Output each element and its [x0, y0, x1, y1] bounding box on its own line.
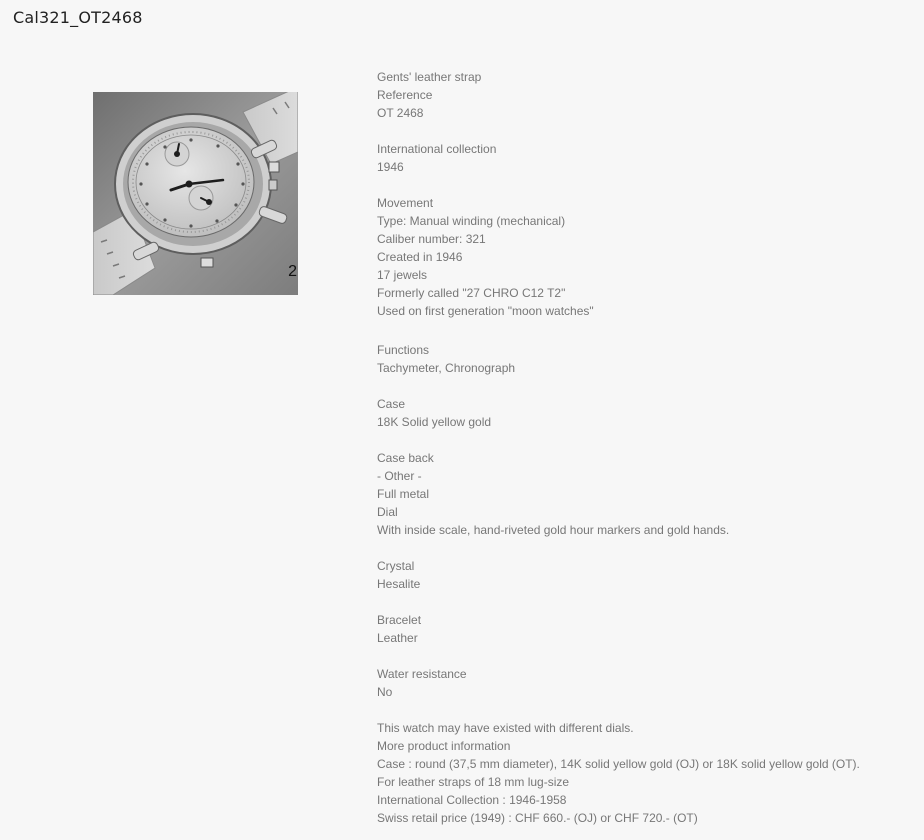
dial-variants-note: This watch may have existed with different dials.: [377, 721, 634, 735]
movement-created: Created in 1946: [377, 250, 463, 264]
movement-section: [377, 194, 917, 320]
collection-section: [377, 140, 917, 176]
product-details: [377, 68, 917, 827]
case-label: Case: [377, 397, 406, 411]
watch-illustration: [93, 92, 298, 295]
dial-value: With inside scale, hand-riveted gold hour markers and gold hands.: [377, 523, 730, 537]
retail-price-info: Swiss retail price (1949) : CHF 660.- (OJ) or CHF 720.- (OT): [377, 811, 698, 825]
functions-value: Tachymeter, Chronograph: [377, 361, 516, 375]
functions-label: Functions: [377, 343, 430, 357]
functions-section: [377, 341, 917, 377]
case-value: 18K Solid yellow gold: [377, 415, 492, 429]
crystal-section: [377, 557, 917, 593]
movement-type: Type: Manual winding (mechanical): [377, 214, 566, 228]
more-info-section: [377, 719, 917, 827]
bracelet-section: [377, 611, 917, 647]
case-back-material: Full metal: [377, 487, 430, 501]
case-back-value: - Other -: [377, 469, 422, 483]
more-product-info-label: More product information: [377, 739, 511, 753]
case-back-dial-section: [377, 449, 917, 539]
watch-photo[interactable]: [93, 92, 298, 295]
water-resistance-section: [377, 665, 917, 701]
crystal-value: Hesalite: [377, 577, 421, 591]
photo-index-label: 2: [288, 263, 297, 280]
movement-former-name: Formerly called "27 CHRO C12 T2": [377, 286, 566, 300]
reference-value: OT 2468: [377, 106, 424, 120]
movement-usage: Used on first generation "moon watches": [377, 304, 594, 318]
dial-label: Dial: [377, 505, 398, 519]
crystal-label: Crystal: [377, 559, 415, 573]
movement-label: Movement: [377, 196, 434, 210]
caliber-number: Caliber number: 321: [377, 232, 486, 246]
movement-jewels: 17 jewels: [377, 268, 428, 282]
intro-section: [377, 68, 917, 122]
reference-label: Reference: [377, 88, 433, 102]
water-resistance-value: No: [377, 685, 393, 699]
bracelet-label: Bracelet: [377, 613, 422, 627]
page-title: Cal321_OT2468: [13, 8, 143, 27]
strap-size-info: For leather straps of 18 mm lug-size: [377, 775, 570, 789]
strap-type-text: Gents' leather strap: [377, 70, 482, 84]
case-size-info: Case : round (37,5 mm diameter), 14K solid yellow gold (OJ) or 18K solid yellow gold (OT).: [377, 757, 860, 771]
water-resistance-label: Water resistance: [377, 667, 467, 681]
case-section: [377, 395, 917, 431]
collection-label: International collection: [377, 142, 497, 156]
bracelet-value: Leather: [377, 631, 418, 645]
collection-period-info: International Collection : 1946-1958: [377, 793, 567, 807]
case-back-label: Case back: [377, 451, 434, 465]
collection-year: 1946: [377, 160, 404, 174]
